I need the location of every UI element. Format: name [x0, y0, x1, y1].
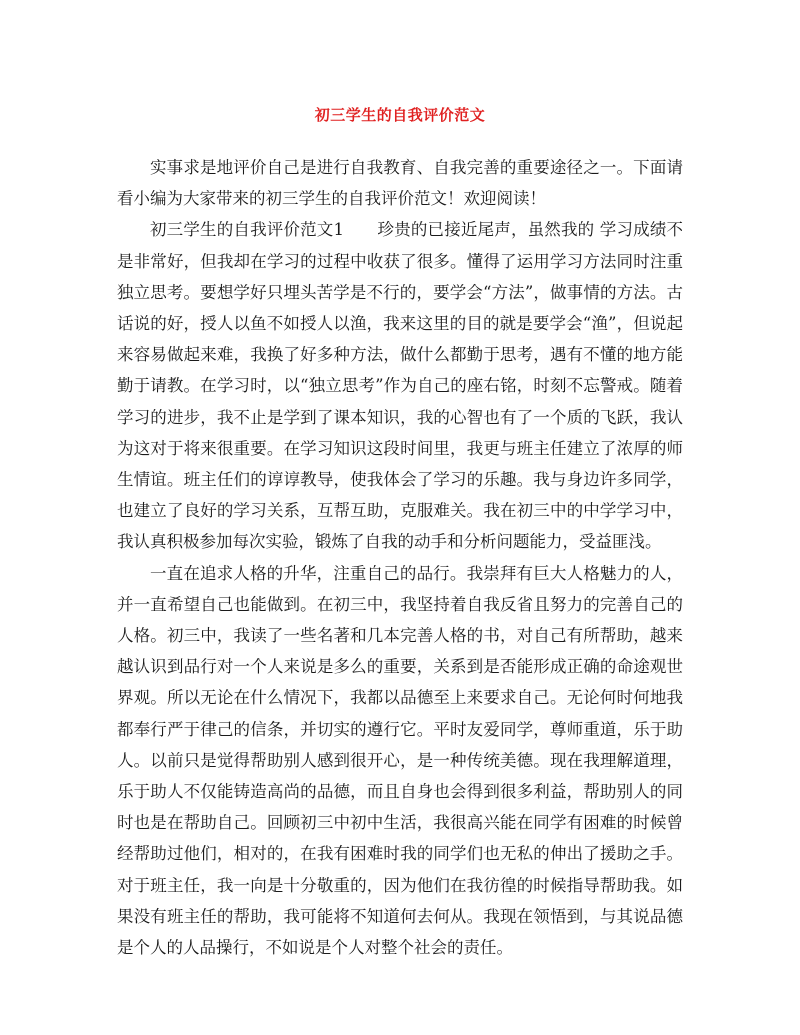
document-title: 初三学生的自我评价范文 — [314, 106, 486, 124]
paragraph-intro: 实事求是地评价自己是进行自我教育、自我完善的重要途径之一。下面请看小编为大家带来的初三学生的自我评价范文！欢迎阅读！ — [117, 158, 683, 209]
paragraph-character: 一直在追求人格的升华，注重自己的品行。我崇拜有巨大人格魅力的人，并一直希望自己也能做到。在初三中，我坚持着自我反省且努力的完善自己的人格。初三中，我读了一些名著和几本完善人格的书，对自己有所帮助，越来越认识到品行对一个人来说是多么的重要，关系到是否能形成正确的命途观世界观。所以无论在什么情况下，我都以品德至上来要求自己。无论何时何地我都奉行严于律己的信条，并切实的遵行它。平时友爱同学，尊师重道，乐于助人。以前只是觉得帮助别人感到很开心，是一种传统美德。现在我理解道理，乐于助人不仅能铸造高尚的品德，而且自身也会得到很多利益，帮助别人的同时也是在帮助自己。回顾初三中初中生活，我很高兴能在同学有困难的时候曾经帮助过他们，相对的，在我有困难时我的同学们也无私的伸出了援助之手。对于班主任，我一向是十分敬重的，因为他们在我彷徨的时候指导帮助我。如果没有班主任的帮助，我可能将不知道何去何从。我现在领悟到，与其说品德是个人的人品操行，不如说是个人对整个社会的责任。 — [117, 563, 683, 958]
paragraph-sample-1: 初三学生的自我评价范文1 珍贵的已接近尾声，虽然我的 学习成绩不是非常好，但我却在学习的过程中收获了很多。懂得了运用学习方法同时注重独立思考。要想学好只埋头苦学是不行的，要学会“方法”，做事情的方法。古话说的好，授人以鱼不如授人以渔，我来这里的目的就是要学会“渔”，但说起来容易做起来难，我换了好多种方法，做什么都勤于思考，遇有不懂的地方能勤于请教。在学习时，以“独立思考”作为自己的座右铭，时刻不忘警戒。随着学习的进步，我不止是学到了课本知识，我的心智也有了一个质的飞跃，我认为这对于将来很重要。在学习知识这段时间里，我更与班主任建立了浓厚的师生情谊。班主任们的谆谆教导，使我体会了学习的乐趣。我与身边许多同学，也建立了良好的学习关系，互帮互助，克服难关。我在初三中的中学学习中，我认真积极参加每次实验，锻炼了自我的动手和分析问题能力，受益匪浅。 — [117, 220, 683, 552]
document-body — [117, 152, 683, 963]
